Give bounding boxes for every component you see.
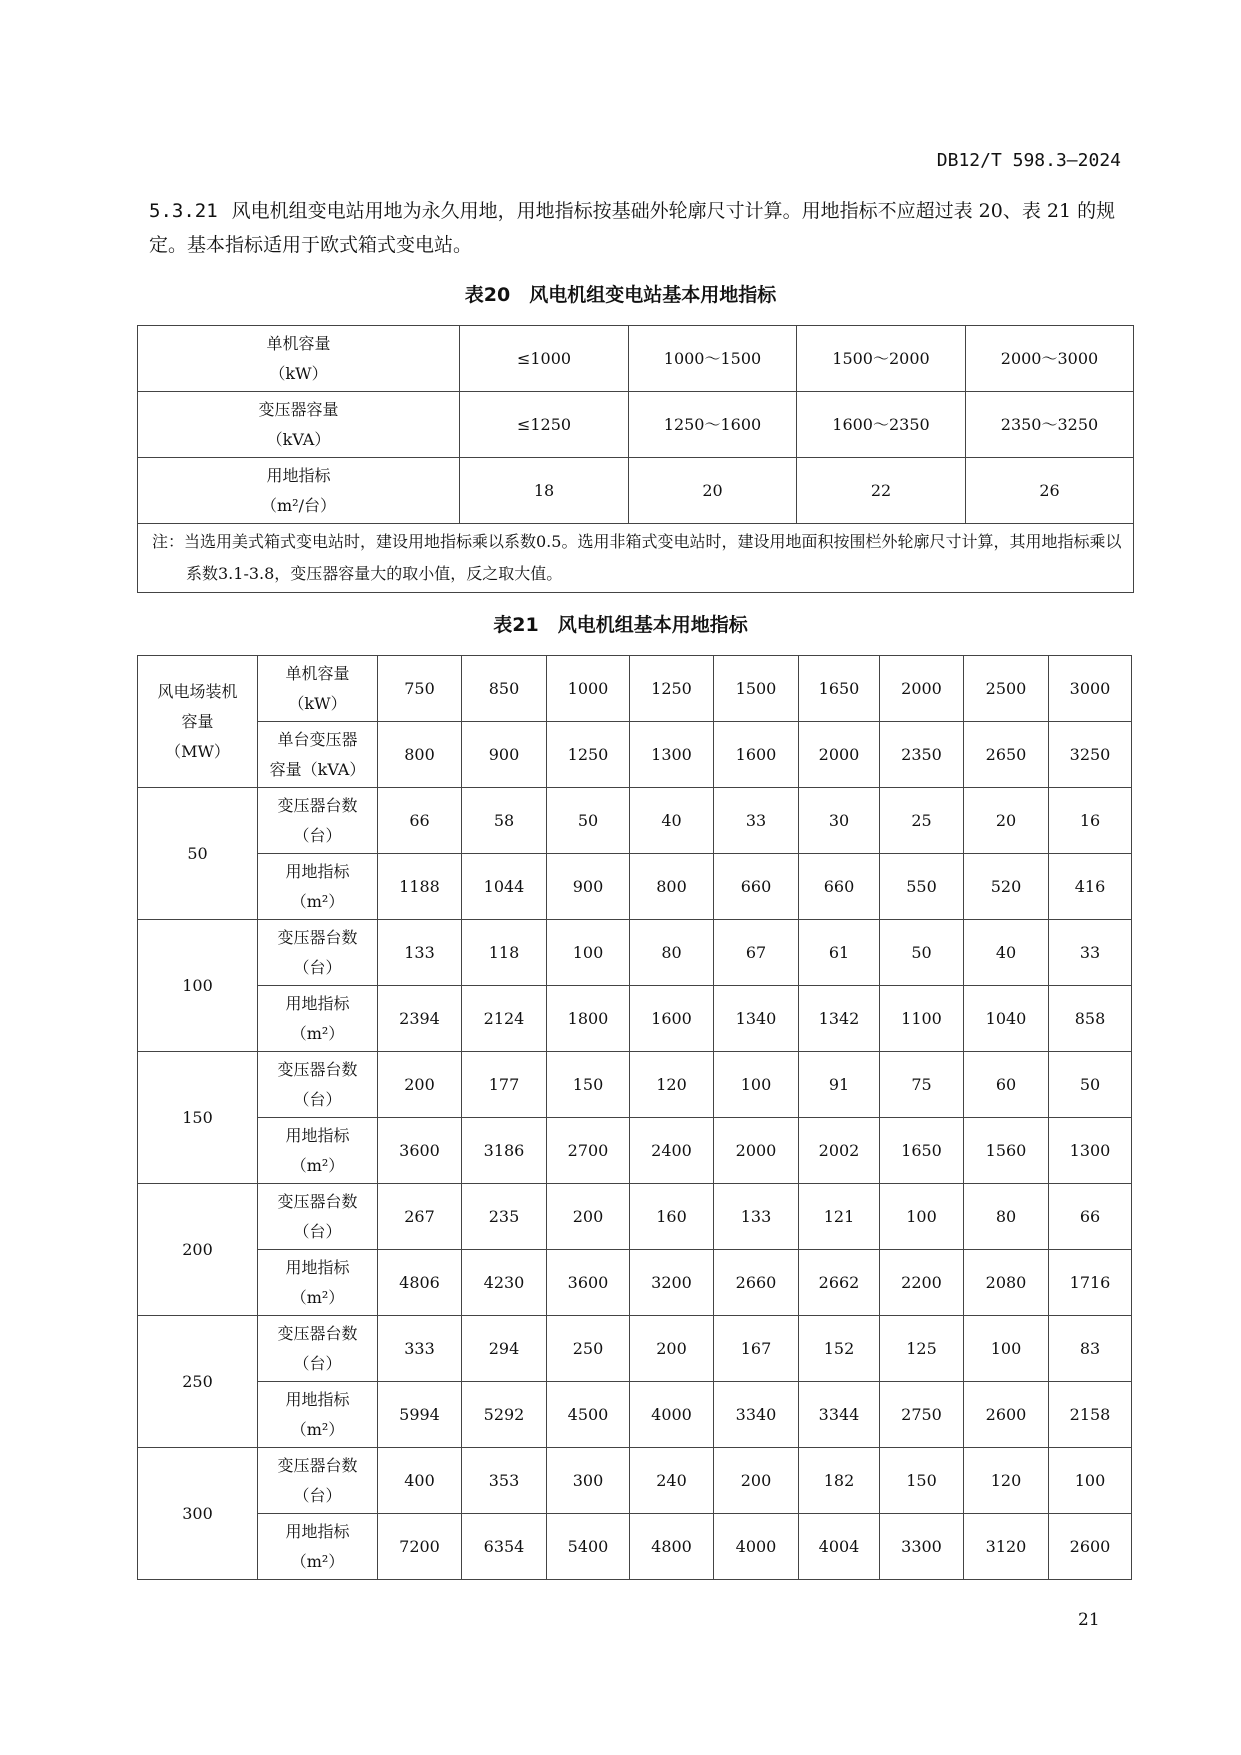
label-line: 用地指标 <box>285 1125 350 1145</box>
table-cell: 3300 <box>880 1514 964 1580</box>
table-cell: 80 <box>630 920 714 986</box>
table-cell: 2000～3000 <box>966 326 1134 392</box>
table-cell: 50 <box>1049 1052 1132 1118</box>
table-cell: 4230 <box>462 1250 547 1316</box>
label-line: 单机容量 <box>266 333 331 353</box>
label-line: 风电场装机 <box>157 681 238 701</box>
table-cell: 40 <box>964 920 1049 986</box>
table-cell: 5994 <box>378 1382 462 1448</box>
table-cell: 1800 <box>547 986 630 1052</box>
table21-title: 表21 风电机组基本用地指标 <box>493 614 748 636</box>
label-line: （台） <box>293 1221 342 1241</box>
table-cell: 2700 <box>547 1118 630 1184</box>
table-row <box>138 1448 1132 1514</box>
table-cell: 200 <box>547 1184 630 1250</box>
capacity-mw: 250 <box>138 1316 258 1448</box>
table-cell: 200 <box>378 1052 462 1118</box>
table-cell: 150 <box>547 1052 630 1118</box>
row-header <box>258 1118 378 1184</box>
table-cell: 2350 <box>880 722 964 788</box>
capacity-mw: 50 <box>138 788 258 920</box>
table-cell: 4500 <box>547 1382 630 1448</box>
label-line: 变压器台数 <box>277 1323 358 1343</box>
table-cell: 2500 <box>964 656 1049 722</box>
table-cell: 91 <box>799 1052 880 1118</box>
table-cell: 5292 <box>462 1382 547 1448</box>
table-row <box>138 788 1132 854</box>
label-line: 变压器台数 <box>277 795 358 815</box>
table-cell: 20 <box>629 458 797 524</box>
label-line: （台） <box>293 1485 342 1505</box>
table-cell: 1600 <box>630 986 714 1052</box>
row-header <box>258 656 378 722</box>
table-cell: 2350～3250 <box>966 392 1134 458</box>
row-header <box>138 392 460 458</box>
table-cell: 5400 <box>547 1514 630 1580</box>
table-cell: 3600 <box>378 1118 462 1184</box>
label-line: 容量（kVA） <box>269 759 366 779</box>
document-code: DB12/T 598.3—2024 <box>936 150 1121 171</box>
table-cell: 120 <box>630 1052 714 1118</box>
table-cell: 100 <box>964 1316 1049 1382</box>
table-cell: 58 <box>462 788 547 854</box>
table-row <box>138 920 1132 986</box>
table-cell: 250 <box>547 1316 630 1382</box>
table-cell: 100 <box>714 1052 799 1118</box>
table-cell: 40 <box>630 788 714 854</box>
row-header <box>258 1184 378 1250</box>
capacity-mw: 300 <box>138 1448 258 1580</box>
table-cell: 550 <box>880 854 964 920</box>
table20-title: 表20 风电机组变电站基本用地指标 <box>464 284 777 306</box>
table-cell: 61 <box>799 920 880 986</box>
row-header <box>258 1250 378 1316</box>
capacity-mw: 100 <box>138 920 258 1052</box>
table-cell: 900 <box>547 854 630 920</box>
clause-paragraph <box>149 194 1134 262</box>
table-cell: 660 <box>799 854 880 920</box>
label-line: （kW） <box>269 363 328 383</box>
table-cell: 50 <box>880 920 964 986</box>
table-cell: 900 <box>462 722 547 788</box>
label-line: （台） <box>293 825 342 845</box>
table-cell: 2750 <box>880 1382 964 1448</box>
row-header <box>258 1514 378 1580</box>
table-note: 注：当选用美式箱式变电站时，建设用地指标乘以系数0.5。选用非箱式变电站时，建设用地面积按围栏外轮廓尺寸计算，其用地指标乘以系数3.1-3.8，变压器容量大的取小值，反之取大值。 <box>138 524 1134 593</box>
corner-header <box>138 656 258 788</box>
table-cell: 125 <box>880 1316 964 1382</box>
table-row <box>138 1118 1132 1184</box>
table-cell: ≤1000 <box>460 326 629 392</box>
table-cell: 1250 <box>630 656 714 722</box>
label-line: （台） <box>293 1089 342 1109</box>
table-cell: 16 <box>1049 788 1132 854</box>
table-cell: 858 <box>1049 986 1132 1052</box>
table-cell: ≤1250 <box>460 392 629 458</box>
table-cell: 133 <box>378 920 462 986</box>
table-cell: 1044 <box>462 854 547 920</box>
table20 <box>137 325 1134 593</box>
table-cell: 1500～2000 <box>797 326 966 392</box>
table-cell: 100 <box>547 920 630 986</box>
table-row <box>138 986 1132 1052</box>
label-line: 单台变压器 <box>277 729 358 749</box>
table-cell: 800 <box>378 722 462 788</box>
table-cell: 66 <box>378 788 462 854</box>
label-line: 变压器容量 <box>258 399 339 419</box>
table-cell: 3340 <box>714 1382 799 1448</box>
table-cell: 6354 <box>462 1514 547 1580</box>
table-cell: 22 <box>797 458 966 524</box>
capacity-mw: 150 <box>138 1052 258 1184</box>
table-row <box>138 1250 1132 1316</box>
label-line: 变压器台数 <box>277 927 358 947</box>
table-row <box>138 1514 1132 1580</box>
label-line: 用地指标 <box>285 993 350 1013</box>
table-cell: 33 <box>1049 920 1132 986</box>
table-cell: 1560 <box>964 1118 1049 1184</box>
table-cell: 750 <box>378 656 462 722</box>
table-cell: 4806 <box>378 1250 462 1316</box>
table-row <box>138 1316 1132 1382</box>
table-cell: 300 <box>547 1448 630 1514</box>
table-cell: 118 <box>462 920 547 986</box>
table-cell: 80 <box>964 1184 1049 1250</box>
table-cell: 182 <box>799 1448 880 1514</box>
table-cell: 133 <box>714 1184 799 1250</box>
table-cell: 3200 <box>630 1250 714 1316</box>
table-cell: 1250 <box>547 722 630 788</box>
table-cell: 1650 <box>799 656 880 722</box>
label-line: 变压器台数 <box>277 1059 358 1079</box>
table-row <box>138 392 1134 458</box>
table-row <box>138 656 1132 722</box>
label-line: 用地指标 <box>285 1389 350 1409</box>
table-cell: 1600 <box>714 722 799 788</box>
row-header <box>258 1316 378 1382</box>
label-line: （m²/台） <box>261 495 336 515</box>
table-cell: 1000 <box>547 656 630 722</box>
table-cell: 1342 <box>799 986 880 1052</box>
table-cell: 1716 <box>1049 1250 1132 1316</box>
table-cell: 800 <box>630 854 714 920</box>
table-cell: 3344 <box>799 1382 880 1448</box>
table-cell: 2394 <box>378 986 462 1052</box>
row-header <box>258 986 378 1052</box>
table-cell: 100 <box>1049 1448 1132 1514</box>
table-cell: 30 <box>799 788 880 854</box>
table-cell: 7200 <box>378 1514 462 1580</box>
table-cell: 152 <box>799 1316 880 1382</box>
table-row <box>138 854 1132 920</box>
label-line: （m²） <box>290 891 345 911</box>
table-cell: 2080 <box>964 1250 1049 1316</box>
table-cell: 1600～2350 <box>797 392 966 458</box>
label-line: 变压器台数 <box>277 1191 358 1211</box>
table-cell: 2660 <box>714 1250 799 1316</box>
table-cell: 2662 <box>799 1250 880 1316</box>
table-cell: 416 <box>1049 854 1132 920</box>
table-cell: 4000 <box>630 1382 714 1448</box>
table-cell: 83 <box>1049 1316 1132 1382</box>
table-cell: 160 <box>630 1184 714 1250</box>
table21 <box>137 655 1132 1580</box>
table-cell: 1100 <box>880 986 964 1052</box>
table-cell: 3250 <box>1049 722 1132 788</box>
table-cell: 20 <box>964 788 1049 854</box>
table-cell: 2650 <box>964 722 1049 788</box>
clause-text: 风电机组变电站用地为永久用地，用地指标按基础外轮廓尺寸计算。用地指标不应超过表 20、表 21 的规定。基本指标适用于欧式箱式变电站。 <box>149 200 1116 256</box>
label-line: （kW） <box>288 693 347 713</box>
label-line: （kVA） <box>266 429 331 449</box>
table-cell: 400 <box>378 1448 462 1514</box>
table-cell: 1500 <box>714 656 799 722</box>
table-cell: 1300 <box>630 722 714 788</box>
table-cell: 67 <box>714 920 799 986</box>
table-cell: 2158 <box>1049 1382 1132 1448</box>
table-cell: 2000 <box>714 1118 799 1184</box>
table-cell: 1300 <box>1049 1118 1132 1184</box>
table-cell: 60 <box>964 1052 1049 1118</box>
table-cell: 25 <box>880 788 964 854</box>
table-cell: 66 <box>1049 1184 1132 1250</box>
table-cell: 2124 <box>462 986 547 1052</box>
table-cell: 2002 <box>799 1118 880 1184</box>
table-cell: 100 <box>880 1184 964 1250</box>
table-row <box>138 1184 1132 1250</box>
table-cell: 3600 <box>547 1250 630 1316</box>
table-cell: 75 <box>880 1052 964 1118</box>
label-line: （m²） <box>290 1287 345 1307</box>
label-line: 变压器台数 <box>277 1455 358 1475</box>
label-line: （台） <box>293 1353 342 1373</box>
table-cell: 2400 <box>630 1118 714 1184</box>
table-cell: 1650 <box>880 1118 964 1184</box>
table-cell: 353 <box>462 1448 547 1514</box>
table-cell: 333 <box>378 1316 462 1382</box>
row-header <box>258 788 378 854</box>
page-number: 21 <box>1078 1610 1100 1630</box>
table-cell: 2600 <box>1049 1514 1132 1580</box>
table-cell: 50 <box>547 788 630 854</box>
table-cell: 200 <box>714 1448 799 1514</box>
table-cell: 1000～1500 <box>629 326 797 392</box>
label-line: （m²） <box>290 1551 345 1571</box>
label-line: （台） <box>293 957 342 977</box>
row-header <box>258 722 378 788</box>
label-line: （m²） <box>290 1419 345 1439</box>
label-line: 用地指标 <box>285 1257 350 1277</box>
table-cell: 33 <box>714 788 799 854</box>
table-cell: 177 <box>462 1052 547 1118</box>
table-row <box>138 1382 1132 1448</box>
table-cell: 1040 <box>964 986 1049 1052</box>
row-header <box>258 1052 378 1118</box>
label-line: 用地指标 <box>285 1521 350 1541</box>
capacity-mw: 200 <box>138 1184 258 1316</box>
row-header <box>258 854 378 920</box>
table-cell: 2200 <box>880 1250 964 1316</box>
table-cell: 2600 <box>964 1382 1049 1448</box>
table-cell: 240 <box>630 1448 714 1514</box>
table-row <box>138 458 1134 524</box>
table-cell: 2000 <box>799 722 880 788</box>
label-line: （m²） <box>290 1023 345 1043</box>
clause-number: 5.3.21 <box>149 200 218 222</box>
label-line: （m²） <box>290 1155 345 1175</box>
table-row <box>138 722 1132 788</box>
table-cell: 235 <box>462 1184 547 1250</box>
table-cell: 267 <box>378 1184 462 1250</box>
table-cell: 520 <box>964 854 1049 920</box>
label-line: 用地指标 <box>285 861 350 881</box>
table-cell: 3186 <box>462 1118 547 1184</box>
table-cell: 294 <box>462 1316 547 1382</box>
table-cell: 18 <box>460 458 629 524</box>
table-cell: 167 <box>714 1316 799 1382</box>
table-cell: 4004 <box>799 1514 880 1580</box>
table-cell: 26 <box>966 458 1134 524</box>
label-line: 单机容量 <box>285 663 350 683</box>
table-cell: 1340 <box>714 986 799 1052</box>
table-cell: 850 <box>462 656 547 722</box>
table-row <box>138 1052 1132 1118</box>
row-header <box>258 1448 378 1514</box>
label-line: （MW） <box>165 741 230 761</box>
table-cell: 4000 <box>714 1514 799 1580</box>
label-line: 用地指标 <box>266 465 331 485</box>
table-cell: 1250～1600 <box>629 392 797 458</box>
table-cell: 4800 <box>630 1514 714 1580</box>
table-row <box>138 326 1134 392</box>
table-cell: 2000 <box>880 656 964 722</box>
row-header <box>138 326 460 392</box>
table-cell: 660 <box>714 854 799 920</box>
row-header <box>138 458 460 524</box>
table-cell: 121 <box>799 1184 880 1250</box>
row-header <box>258 1382 378 1448</box>
row-header <box>258 920 378 986</box>
table-cell: 1188 <box>378 854 462 920</box>
table-cell: 150 <box>880 1448 964 1514</box>
table-cell: 200 <box>630 1316 714 1382</box>
table-cell: 120 <box>964 1448 1049 1514</box>
table-cell: 3000 <box>1049 656 1132 722</box>
table-cell: 3120 <box>964 1514 1049 1580</box>
label-line: 容量 <box>181 711 214 731</box>
